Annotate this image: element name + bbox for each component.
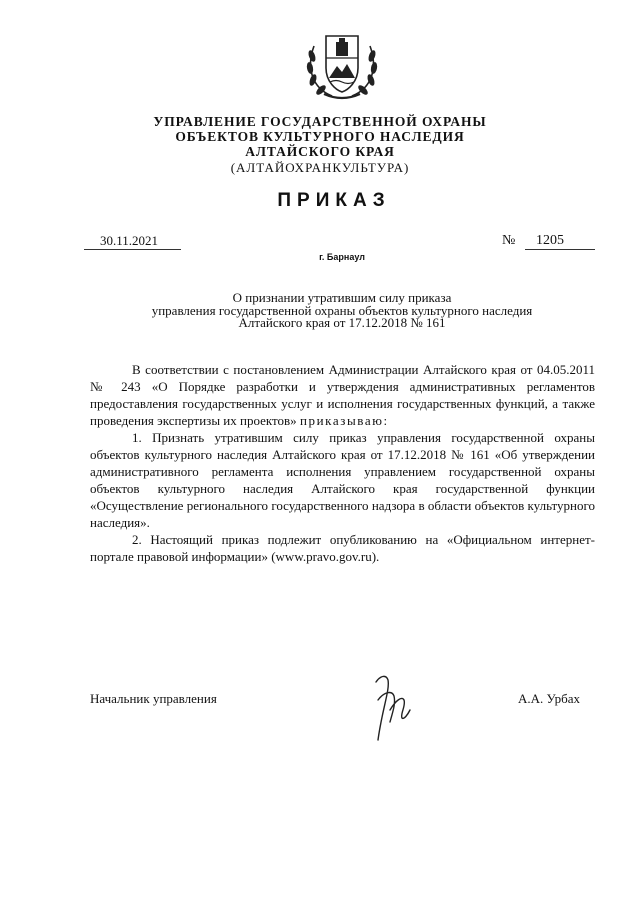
org-name-line-1: УПРАВЛЕНИЕ ГОСУДАРСТВЕННОЙ ОХРАНЫ [153,114,487,129]
document-body [90,361,595,565]
signatory-name: А.А. Урбах [518,691,580,706]
document-date: 30.11.2021 [100,233,159,248]
document-type-title: ПРИКАЗ [277,190,391,211]
org-short-name: (АЛТАЙОХРАНКУЛЬТУРА) [230,160,410,175]
number-sign: № [502,233,516,248]
handwritten-signature-icon [366,670,414,748]
document-subject [0,292,640,330]
preamble-text: В соответствии с постановлением Администрации Алтайского края от 04.05.2011 № 243 «О Порядке разработки и утверждения административных регламентов предоставления государственных услуг и исполнения государственных функций, а также проведения экспертизы их проектов» [90,362,595,428]
item-2-paragraph: 2. Настоящий приказ подлежит опубликованию на «Официальном интернет-портале правовой информации» (www.pravo.gov.ru). [90,532,595,564]
subject-line-2: управления государственной охраны объектов культурного наследия [151,302,533,318]
org-name-line-3: АЛТАЙСКОГО КРАЯ [245,144,395,159]
document-number: 1205 [536,233,564,248]
signatory-title: Начальник управления [90,691,217,706]
org-name-line-2: ОБЪЕКТОВ КУЛЬТУРНОГО НАСЛЕДИЯ [175,129,465,144]
document-city: г. Барнаул [319,252,365,262]
coat-of-arms-emblem-icon [302,28,382,102]
subject-line-3: Алтайского края от 17.12.2018 № 161 [238,315,446,330]
item-1-paragraph: 1. Признать утратившим силу приказ управления государственной охраны объектов культурного наследия Алтайского края от 17.12.2018 № 161 «Об утверждении административного регламента исполнения управлением государственной охраны объектов культурного наследия Алтайского края государственной функции «Осуществление регионального государственного надзора в области объектов культурного наследия». [90,430,595,530]
preamble-paragraph [90,361,595,429]
order-word: приказываю: [299,413,389,428]
subject-line-1: О признании утратившим силу приказа [232,290,452,305]
